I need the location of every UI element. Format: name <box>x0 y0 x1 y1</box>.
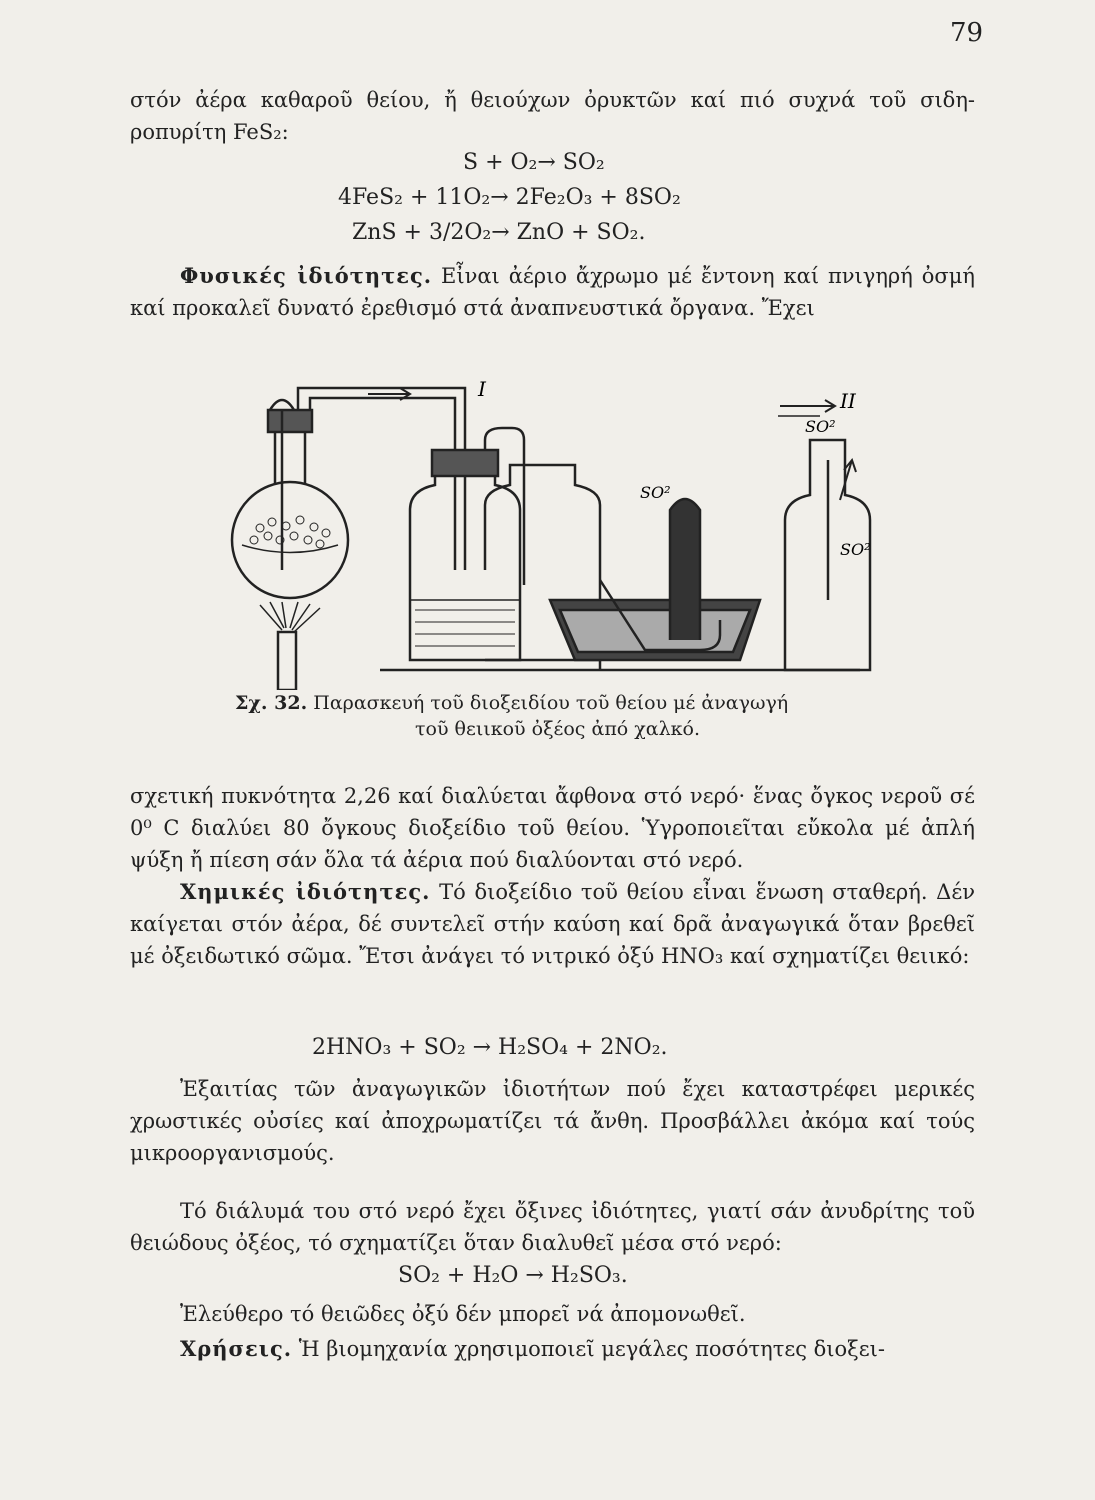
equation-sulfurous-acid: SO₂ + H₂O → H₂SO₃. <box>398 1263 628 1288</box>
chemical-properties-paragraph <box>130 876 975 972</box>
physical-properties-heading: Φυσικές ἰδιότητες. <box>180 263 433 288</box>
intro-paragraph <box>130 84 975 148</box>
figure-caption-line-2: τοῦ θειικοῦ ὀξέος ἀπό χαλκό. <box>415 718 701 740</box>
chemical-properties-heading: Χημικές ἰδιότητες. <box>180 879 431 904</box>
physical-properties-paragraph <box>130 260 975 324</box>
intro-line-1: στόν ἀέρα καθαροῦ θείου, ἤ θειούχων ὀρυκτῶν καί πιό συχνά τοῦ σιδη- <box>130 88 975 112</box>
copper-turnings <box>250 516 330 548</box>
uses-paragraph <box>130 1333 975 1365</box>
equation-nitric-acid-reduction: 2HNO₃ + SO₂ → H₂SO₄ + 2NO₂. <box>312 1035 668 1060</box>
free-acid-paragraph: Ἐλεύθερο τό θειῶδες ὀξύ δέν μπορεῖ νά ἀπομονωθεῖ. <box>180 1302 746 1326</box>
figure-caption-label: Σχ. 32. <box>235 692 308 714</box>
solution-paragraph: Τό διάλυμά του στό νερό ἔχει ὄξινες ἰδιότητες, γιατί σάν ἀνυδρίτης τοῦ θειώδους ὀξέος, τό σχηματίζει ὅταν διαλυθεῖ μέσα στό νερό: <box>130 1199 975 1255</box>
label-so2-middle: SO² <box>640 483 671 502</box>
uses-text: Ἡ βιομηχανία χρησιμοποιεῖ μεγάλες ποσότητες διοξει- <box>292 1337 885 1361</box>
flow-arrow-up <box>840 460 856 500</box>
figure-caption-line-1: Παρασκευή τοῦ διοξειδίου τοῦ θείου μέ ἀναγωγή <box>307 692 789 714</box>
round-flask <box>232 482 348 598</box>
equation-s-combustion: S + O₂→ SO₂ <box>463 150 605 175</box>
burner-flame <box>260 602 320 632</box>
apparatus-figure <box>220 370 980 690</box>
flask-stopper <box>268 410 312 432</box>
inverted-test-tube <box>670 499 700 640</box>
reducing-properties-paragraph: Ἐξαιτίας τῶν ἀναγωγικῶν ἰδιοτήτων πού ἔχει καταστρέφει μερικές χρωστικές οὐσίες καί ἀποχρωματίζει τά ἄνθη. Προσβάλλει ἀκόμα καί τούς μικροοργανισμούς. <box>130 1077 975 1165</box>
label-so2-top: SO² <box>805 417 836 436</box>
figure-caption <box>235 690 895 742</box>
chemical-properties-text: Τό διοξείδιο τοῦ θείου εἶναι ἕνωση σταθερή. Δέν καίγεται στόν ἀέρα, δέ συντελεῖ στήν καύση καί δρᾶ ἀναγωγικά ὅταν βρεθεῖ μέ ὀξειδωτικό σῶμα. Ἔτσι ἀνάγει τό νιτρικό ὀξύ HNO₃ καί σχηματίζει θειικό: <box>130 880 975 968</box>
intro-line-2: ροπυρίτη FeS₂: <box>130 120 289 144</box>
physical-properties-text: Εἶναι ἀέριο ἄχρωμο μέ ἔντονη καί πνιγηρή ὀσμή καί προκαλεῖ δυνατό ἐρεθισμό στά ἀναπνευστικά ὄργανα. Ἔχει <box>130 264 975 320</box>
page-number: 79 <box>950 18 984 48</box>
label-I: I <box>478 377 486 401</box>
burner <box>278 632 296 690</box>
equation-pyrite-roasting: 4FeS₂ + 11O₂→ 2Fe₂O₃ + 8SO₂ <box>338 185 681 210</box>
density-paragraph: σχετική πυκνότητα 2,26 καί διαλύεται ἄφθονα στό νερό· ἕνας ὄγκος νεροῦ σέ 0⁰ C διαλύει 80 ὄγκους διοξείδιο τοῦ θείου. Ὑγροποιεῖται εὔκολα μέ ἁπλή ψύξη ἤ πίεση σάν ὅλα τά ἀέρια πού διαλύονται στό νερό. <box>130 784 975 872</box>
equation-zinc-sulfide: ZnS + 3/2O₂→ ZnO + SO₂. <box>352 220 646 245</box>
uses-heading: Χρήσεις. <box>180 1336 293 1361</box>
wash-bottle-stopper <box>432 450 498 476</box>
thistle-funnel <box>270 400 294 410</box>
delivery-tube <box>298 388 465 570</box>
label-II: II <box>840 389 856 413</box>
label-so2-jar: SO² <box>840 540 871 559</box>
flow-arrow-right-1 <box>780 400 835 412</box>
